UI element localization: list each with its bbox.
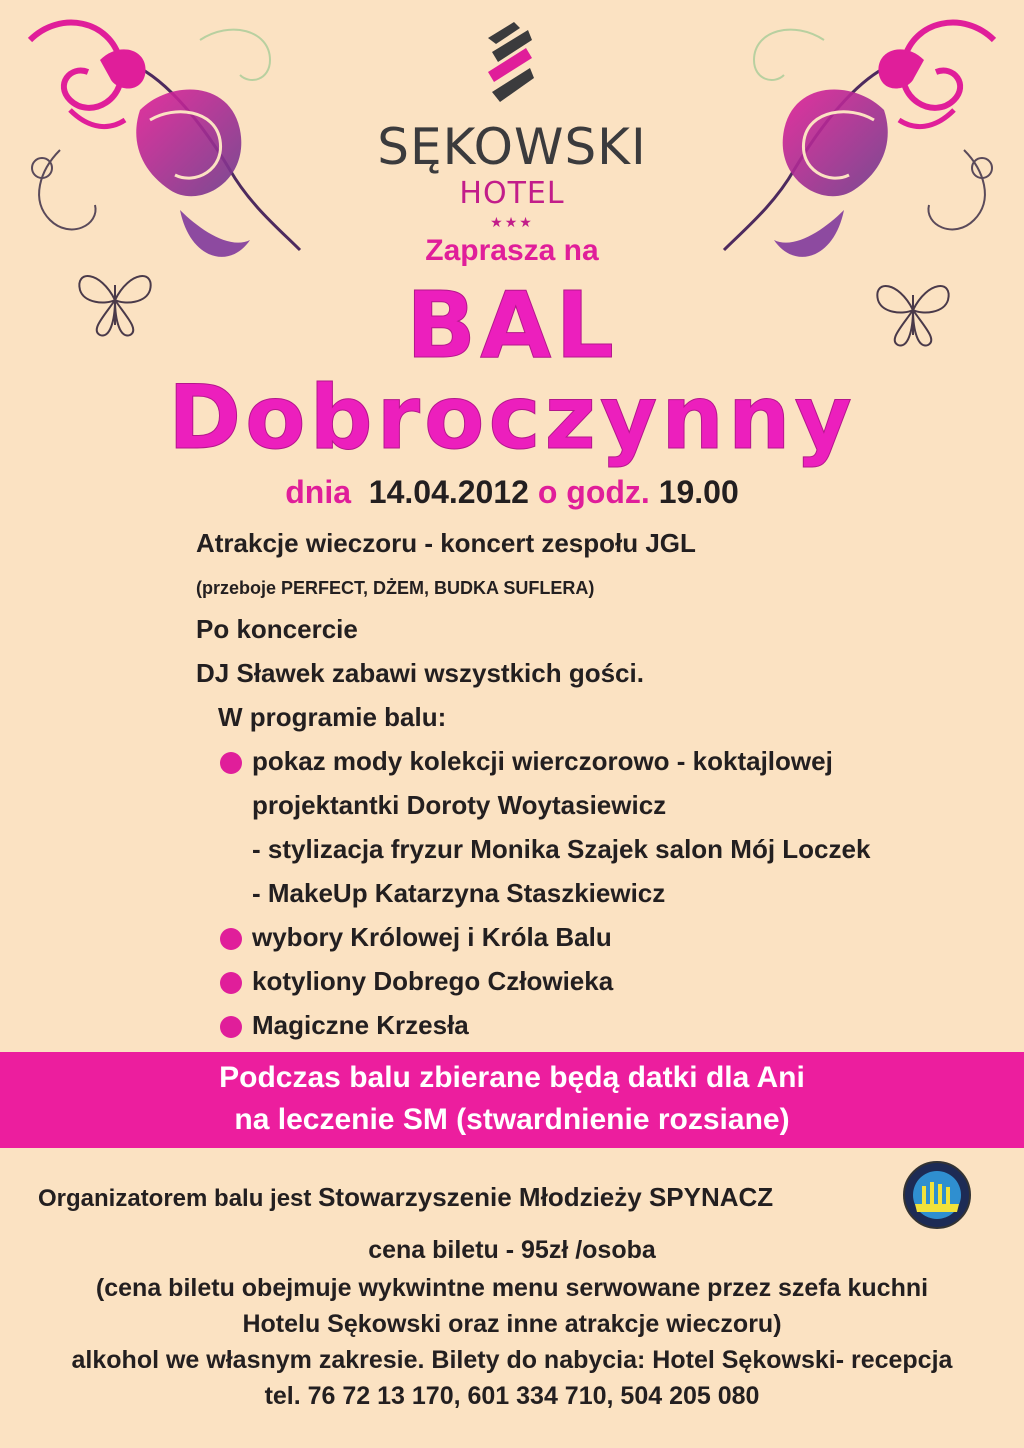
event-time: 19.00 <box>658 474 739 510</box>
program-item-4: Magiczne Krzesła <box>252 1010 469 1040</box>
program-item-3: kotyliony Dobrego Człowieka <box>252 966 614 996</box>
program-item-1-line-4: - MakeUp Katarzyna Staszkiewicz <box>252 878 666 908</box>
bullet-icon <box>220 1016 242 1038</box>
program-item-1-line-3: - stylizacja fryzur Monika Szajek salon Mój Loczek <box>252 834 871 864</box>
price-note-line-2: Hotelu Sękowski oraz inne atrakcje wieczoru) <box>242 1310 782 1338</box>
date-prefix: dnia <box>285 474 351 510</box>
program-item-1-line-2: projektantki Doroty Woytasiewicz <box>252 790 667 820</box>
price-note-line-1: (cena biletu obejmuje wykwintne menu serwowane przez szefa kuchni <box>95 1274 929 1302</box>
event-date-line <box>0 474 1024 511</box>
donation-banner-line-2: na leczenie SM (stwardnienie rozsiane) <box>234 1103 790 1136</box>
program-item-1-line-1: pokaz mody kolekcji wierczorowo - koktajlowej <box>252 746 833 776</box>
bullet-icon <box>220 972 242 994</box>
attractions-line-2: (przeboje PERFECT, DŻEM, BUDKA SUFLERA) <box>196 578 595 598</box>
attractions-line-3: Po koncercie <box>196 614 358 644</box>
donation-banner-line-1: Podczas balu zbierane będą datki dla Ani <box>219 1061 805 1094</box>
time-prefix: o godz. <box>537 474 650 510</box>
attractions-line-1: Atrakcje wieczoru - koncert zespołu JGL <box>196 528 696 558</box>
hotel-brand-subtitle: HOTEL <box>459 176 565 211</box>
bullet-icon <box>220 752 242 774</box>
ticket-price: cena biletu - 95zł /osoba <box>368 1236 656 1264</box>
title-line-2: Dobroczynny <box>168 366 856 469</box>
program-item-2: wybory Królowej i Króla Balu <box>252 922 612 952</box>
title-line-1: BAL <box>406 272 618 379</box>
phone-numbers: tel. 76 72 13 170, 601 334 710, 504 205 080 <box>264 1382 760 1410</box>
hotel-brand-name: SĘKOWSKI <box>377 118 647 176</box>
organizer-name: Stowarzyszenie Młodzieży SPYNACZ <box>318 1182 774 1212</box>
hotel-logo-mark-icon <box>478 18 542 108</box>
attractions-line-4: DJ Sławek zabawi wszystkich gości. <box>196 658 644 688</box>
hotel-stars: ★★★ <box>490 214 534 230</box>
organization-emblem-icon <box>902 1160 972 1230</box>
organizer-line <box>38 1182 773 1213</box>
invite-heading: Zaprasza na <box>425 234 599 267</box>
organizer-prefix: Organizatorem balu jest <box>38 1185 312 1212</box>
tickets-info: alkohol we własnym zakresie. Bilety do nabycia: Hotel Sękowski- recepcja <box>71 1346 953 1374</box>
bullet-icon <box>220 928 242 950</box>
program-heading: W programie balu: <box>218 702 447 732</box>
event-date: 14.04.2012 <box>368 474 529 510</box>
